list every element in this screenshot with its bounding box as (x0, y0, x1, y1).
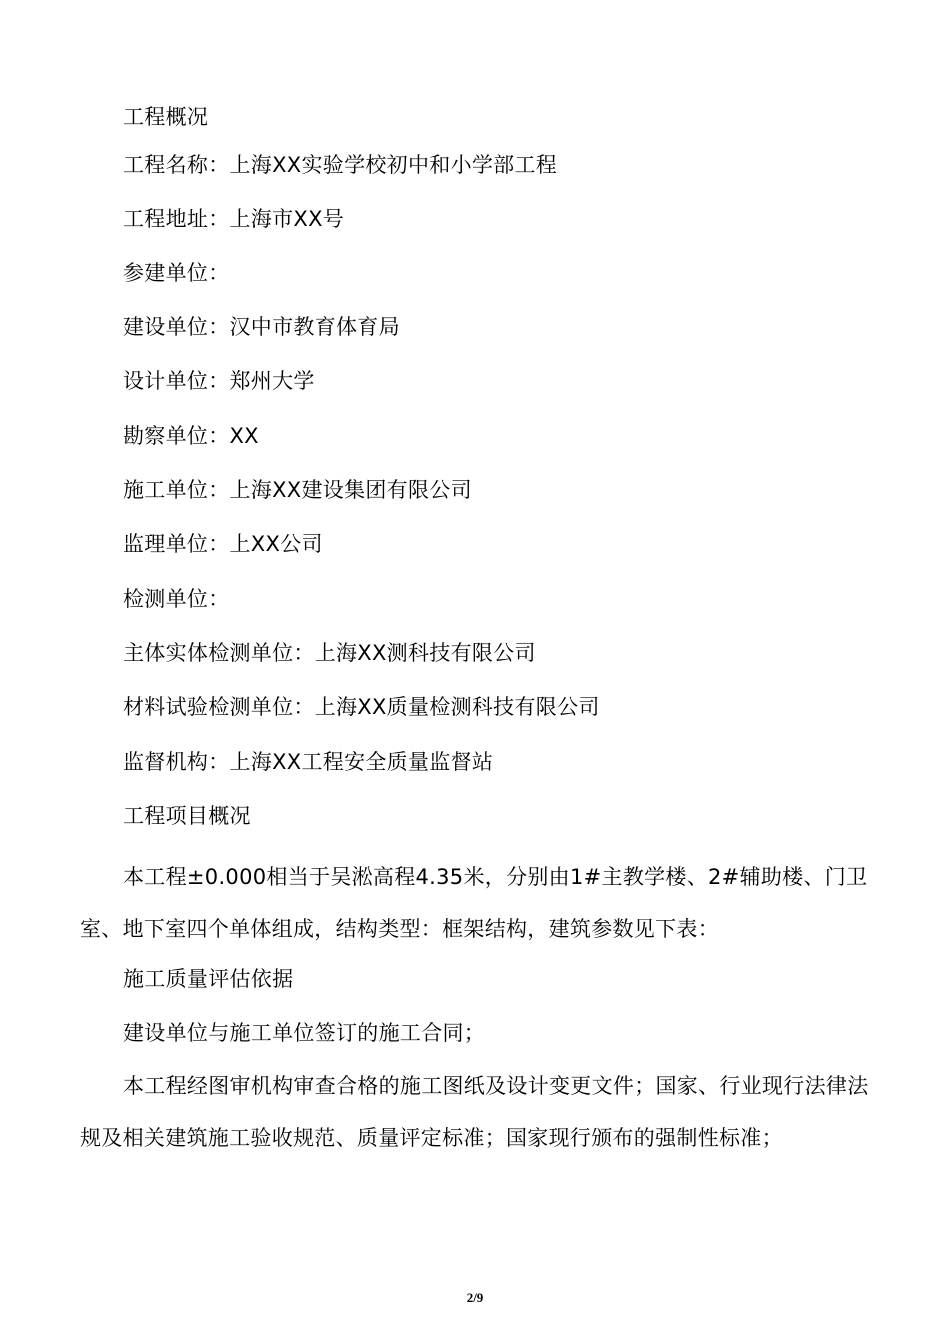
structural-testing-unit: 主体实体检测单位：上海XX测科技有限公司 (123, 641, 536, 665)
basis-item-contract: 建设单位与施工单位签订的施工合同； (123, 1021, 486, 1045)
project-name: 工程名称：上海XX实验学校初中和小学部工程 (123, 153, 558, 177)
supervisory-authority: 监督机构：上海XX工程安全质量监督站 (123, 750, 494, 774)
design-unit: 设计单位：郑州大学 (123, 369, 315, 393)
heading-project-item-overview: 工程项目概况 (123, 804, 251, 828)
paragraph-overview: 本工程±0.000相当于吴淞高程4.35米，分别由1#主教学楼、2#辅助楼、门卫室、地下室四个单体组成，结构类型：框架结构，建筑参数见下表： (80, 865, 868, 941)
page-number: 2/9 (466, 1290, 484, 1305)
project-address: 工程地址：上海市XX号 (123, 207, 345, 231)
construction-owner: 建设单位：汉中市教育体育局 (123, 315, 400, 339)
construction-unit: 施工单位：上海XX建设集团有限公司 (123, 478, 472, 502)
testing-units-label: 检测单位： (123, 587, 230, 611)
material-testing-unit: 材料试验检测单位：上海XX质量检测科技有限公司 (123, 695, 600, 719)
survey-unit: 勘察单位：XX (123, 424, 259, 448)
supervision-unit: 监理单位：上XX公司 (123, 532, 323, 556)
paragraph-basis-documents: 本工程经图审机构审查合格的施工图纸及设计变更文件；国家、行业现行法律法规及相关建筑施工验收规范、质量评定标准；国家现行颁布的强制性标准； (80, 1074, 869, 1150)
heading-project-overview: 工程概况 (123, 105, 209, 129)
heading-evaluation-basis: 施工质量评估依据 (123, 967, 294, 991)
participating-units-label: 参建单位： (123, 261, 230, 285)
